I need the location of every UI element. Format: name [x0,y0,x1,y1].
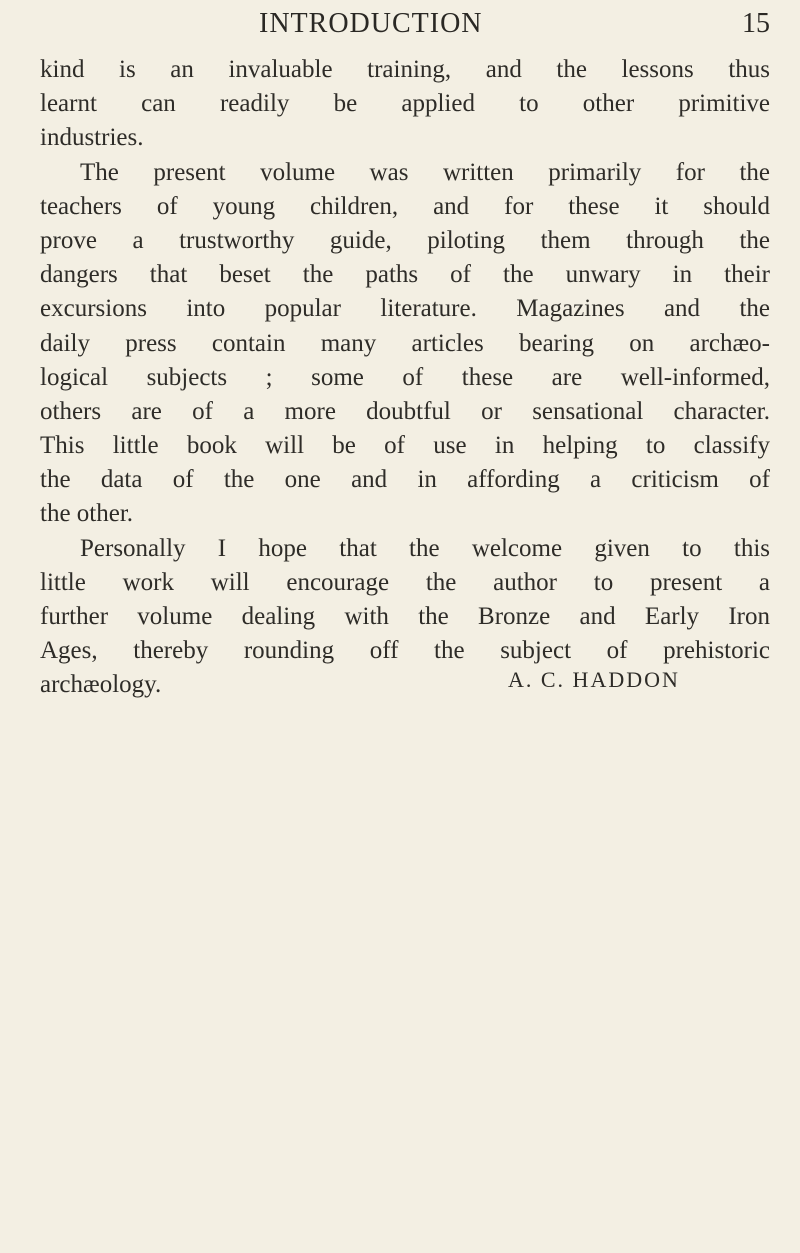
text-line: excursions into popular literature. Magazines and the [40,295,770,323]
text-line: the other. [40,500,134,528]
text-line: daily press contain many articles bearing on archæo- [40,329,770,357]
text-line: archæology. [40,671,162,699]
text-line: further volume dealing with the Bronze and Early Iron [40,603,770,630]
text-line: teachers of young children, and for these it should [40,192,770,220]
text-line: Personally I hope that the welcome given to this [80,534,770,562]
text-line: dangers that beset the paths of the unwary in their [40,261,770,289]
text-line: logical subjects ; some of these are well-informed, [40,363,770,391]
body-text [40,53,770,703]
text-line: others are of a more doubtful or sensational character. [40,397,770,425]
text-line: Ages, thereby rounding off the subject of prehistoric [40,637,770,665]
running-head [40,4,770,44]
text-line: little work will encourage the author to present a [40,568,770,596]
text-line: prove a trustworthy guide, piloting them through the [40,226,770,254]
text-line: the data of the one and in affording a criticism of [40,466,770,494]
text-line: learnt can readily be applied to other primitive [40,90,770,118]
text-line: The present volume was written primarily for the [80,158,770,186]
text-line: This little book will be of use in helping to classify [40,432,770,460]
page-number: 15 [742,8,770,39]
running-title: INTRODUCTION [259,8,483,39]
author-signature: A. C. HADDON [508,667,680,692]
text-line: industries. [40,124,144,152]
text-line: kind is an invaluable training, and the lessons thus [40,56,770,83]
